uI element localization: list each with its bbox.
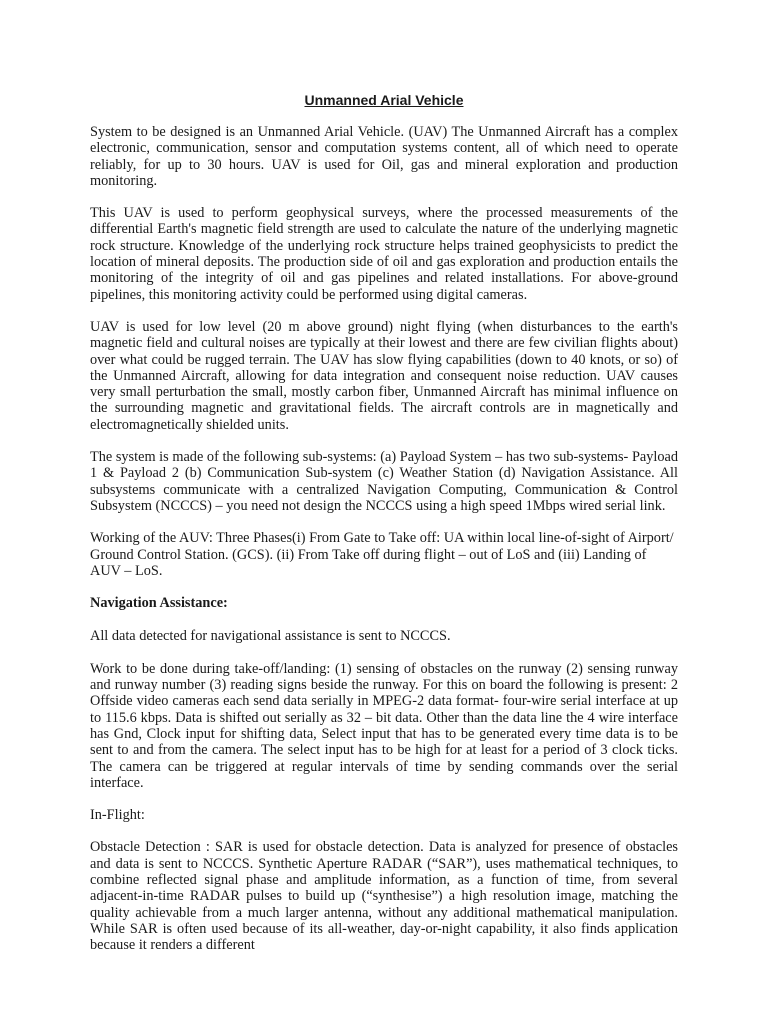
paragraph-obstacle-detection: Obstacle Detection : SAR is used for obstacle detection. Data is analyzed for presence of obstacles and data is sent to NCCCS. Synthetic Aperture RADAR (“SAR”), uses mathematical techniques, to combine reflected signal phase and amplitude information, as a function of time, from several adjacent-in-time RADAR pulses to build up (“synthesise”) a high resolution image, matching the quality achievable from a much larger antenna, without any additional mathematical manipulation. While SAR is often used because of its all-weather, day-or-night capability, it also finds application because it renders a different xyxy=(90,839,678,954)
paragraph-nav-data: All data detected for navigational assistance is sent to NCCCS. xyxy=(90,628,451,645)
paragraph-takeoff-landing: Work to be done during take-off/landing: (1) sensing of obstacles on the runway (2) sensing runway and runway number (3) reading signs beside the runway. For this on board the following is present: 2 Offside video cameras each send data serially in MPEG-2 data format- four-wire serial interface at up to 115.6 kbps. Data is shifted out serially as 32 – bit data. Other than the data line the 4 wire interface has Gnd, Clock input for shifting data, Select input that has to be generated every time data is to be sent to and from the camera. The select input has to be high for at least for a period of 3 clock ticks. The camera can be triggered at regular intervals of time by sending commands over the serial interface. xyxy=(90,660,678,791)
paragraph-uav-intro: System to be designed is an Unmanned Arial Vehicle. (UAV) The Unmanned Aircraft has a complex electronic, communication, sensor and computation systems content, all of which need to operate reliably, for up to 30 hours. UAV is used for Oil, gas and mineral exploration and production monitoring. xyxy=(90,124,678,189)
paragraph-night-flying: UAV is used for low level (20 m above ground) night flying (when disturbances to the earth's magnetic field and cultural noises are typically at their lowest and there are few civilian flights about) over what could be rugged terrain. The UAV has slow flying capabilities (down to 40 knots, or so) of the Unmanned Aircraft, allowing for data integration and consequent noise reduction. UAV causes very small perturbation the small, mostly carbon fiber, Unmanned Aircraft has minimal influence on the surrounding magnetic and gravitational fields. The aircraft controls are in magnetically and electromagnetically shielded units. xyxy=(90,318,678,433)
paragraph-in-flight: In-Flight: xyxy=(90,807,145,824)
paragraph-working-phases: Working of the AUV: Three Phases(i) From Gate to Take off: UA within local line-of-sight of Airport/ Ground Control Station. (GCS). (ii) From Take off during flight – out of LoS and (iii) Landing of AUV – LoS. xyxy=(90,530,674,579)
document-body xyxy=(90,92,678,969)
paragraph-geophysical-surveys: This UAV is used to perform geophysical surveys, where the processed measurements of the differential Earth's magnetic field strength are used to calculate the nature of the underlying magnetic rock structure. Knowledge of the underlying rock structure helps trained geophysicists to predict the location of mineral deposits. The production side of oil and gas exploration and production entails the monitoring of the integrity of oil and gas pipelines and related installations. For above-ground pipelines, this monitoring activity could be performed using digital cameras. xyxy=(90,205,678,303)
paragraph-subsystems: The system is made of the following sub-systems: (a) Payload System – has two sub-systems- Payload 1 & Payload 2 (b) Communication Sub-system (c) Weather Station (d) Navigation Assistance. All subsystems communicate with a centralized Navigation Computing, Communication & Control Subsystem (NCCCS) – you need not design the NCCCS using a high speed 1Mbps wired serial link. xyxy=(90,449,678,514)
heading-navigation-assistance: Navigation Assistance: xyxy=(90,595,228,612)
document-title: Unmanned Arial Vehicle xyxy=(304,92,464,108)
